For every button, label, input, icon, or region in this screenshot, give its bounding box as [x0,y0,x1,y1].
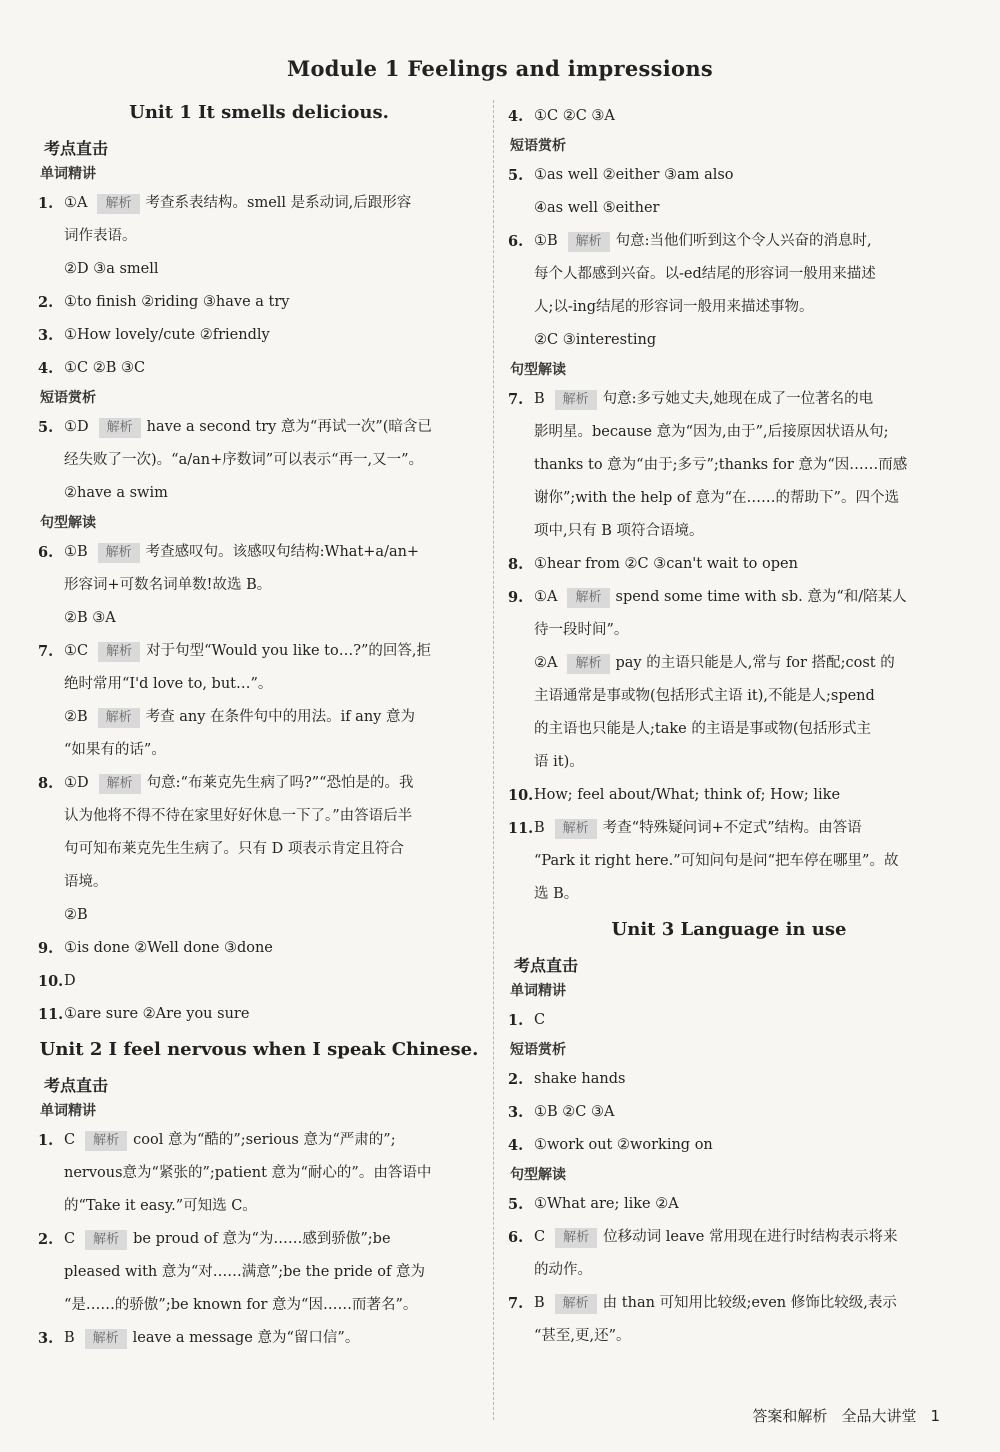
answer-item: 4. ①C ②C ③A [508,108,615,125]
answer-item: 5. ①D 解析 have a second try 意为“再试一次”(暗含已 [38,419,432,436]
page-footer [738,1405,940,1426]
page-number: 1 [930,1407,940,1425]
answer-item: 7. ①C 解析 对于句型“Would you like to…?”的回答,拒 [38,643,432,660]
analysis-tag: 解析 [98,543,140,563]
section-heading: 考点直击 [44,139,109,158]
answer-item: 7. B 解析 句意:多亏她丈夫,她现在成了一位著名的电 [508,391,874,408]
answer-item: 1. ①A 解析 考查系表结构。smell 是系动词,后跟形容 [38,195,412,212]
analysis-tag: 解析 [85,1131,127,1151]
answer-item: 10. D [38,973,76,990]
analysis-tag: 解析 [85,1230,127,1250]
analysis-tag: 解析 [555,819,597,839]
analysis-tag: 解析 [555,1228,597,1248]
analysis-tag: 解析 [99,418,141,438]
subsection-sentence: 句型解读 [510,362,566,378]
section-heading: 考点直击 [514,956,579,975]
answer-item: 1. C 解析 cool 意为“酷的”;serious 意为“严肃的”; [38,1132,396,1149]
analysis-tag: 解析 [98,708,140,728]
answer-item: 9. ①is done ②Well done ③done [38,940,273,957]
module-title: Module 1 Feelings and impressions [286,56,714,81]
analysis-tag: 解析 [568,232,610,252]
subsection-phrase: 短语赏析 [510,1042,566,1058]
left-column: Unit 1 It smells delicious. 考点直击 单词精讲 1. ①A 解析 考查系表结构。smell 是系动词,后跟形容 词作表语。 ②D ③a smell 2. ①to finish ②riding ③have a try 3. ①How lovely/cute ②friendly 4. ①C ②B ③C 短语赏析 5. ①D 解析 have a second try 意为“再试一次”(暗含已 经失败了一次)。“a/an+序数词”可以表示“再一,又一”。 ②have a swim 句型解读 6. ①B 解析 考查感叹句。该感叹句结构:What+a/an+ 形容词+可数名词单数!故选 B。 ②B ③A 7. ①C 解析 对于句型“Would you like to…?”的回答,拒 绝时常用“I'd love to, but…”。 ②B 解析 考查 any 在条件句中的用法。if any 意为 “如果有的话”。 8. ①D 解析 句意:“布莱克先生病了吗?”“恐怕是的。我 认为他将不得不待在家里好好休息一下了。”由答语后半 句可知布莱克先生生病了。只有 D 项表示肯定且符合 语境。 ②B 9. ①is done ②Well done ③done 10. D 11. ①are sure ②Are you sure Unit 2 I feel nervous when I speak Chinese. 考点直击 单词精讲 1. C 解析 cool 意为“酷的”;serious 意为“严肃的”; nervous意为“紧张的”;patient 意为“耐心的”。由答语中 的“Take it easy.”可知选 C。 2. C 解析 be proud of 意为“为……感到骄傲”;be pleased with 意为“对……满意”;be the pride of 意为 “是……的骄傲”;be known for 意为“因……而著名”。 3. B 解析 leave a message 意为“留口信”。 [38,100,480,1355]
answer-item: 3. ①How lovely/cute ②friendly [38,327,270,344]
subsection-word: 单词精讲 [40,166,96,182]
analysis-tag: 解析 [567,588,609,608]
answer-item: 11. ①are sure ②Are you sure [38,1006,250,1023]
analysis-tag: 解析 [99,774,141,794]
analysis-tag: 解析 [85,1329,127,1349]
answer-item: 2. C 解析 be proud of 意为“为……感到骄傲”;be [38,1231,391,1248]
analysis-tag: 解析 [555,390,597,410]
answer-item: 9. ①A 解析 spend some time with sb. 意为“和/陪某人 [508,589,907,606]
answer-item: 8. ①D 解析 句意:“布莱克先生病了吗?”“恐怕是的。我 [38,775,414,792]
subsection-word: 单词精讲 [40,1103,96,1119]
footer-label: 答案和解析 [752,1407,828,1425]
answer-item: 2. shake hands [508,1071,626,1088]
analysis-tag: 解析 [98,642,140,662]
column-divider [493,100,494,1420]
subsection-phrase: 短语赏析 [510,138,566,154]
analysis-tag: 解析 [97,194,139,214]
answer-item: 2. ①to finish ②riding ③have a try [38,294,290,311]
answer-item: 4. ①work out ②working on [508,1137,713,1154]
unit2-title: Unit 2 I feel nervous when I speak Chinese. [39,1039,479,1060]
subsection-word: 单词精讲 [510,983,566,999]
answer-item: 6. ①B 解析 考查感叹句。该感叹句结构:What+a/an+ [38,544,420,561]
section-heading: 考点直击 [44,1076,109,1095]
answer-item: 10. How; feel about/What; think of; How; like [508,787,841,804]
answer-item: 6. C 解析 位移动词 leave 常用现在进行时结构表示将来 [508,1229,898,1246]
answer-item: 6. ①B 解析 句意:当他们听到这个令人兴奋的消息时, [508,233,872,250]
answer-item: 11. B 解析 考查“特殊疑问词+不定式”结构。由答语 [508,820,862,837]
unit1-title: Unit 1 It smells delicious. [129,102,389,123]
answer-item: 4. ①C ②B ③C [38,360,146,377]
subsection-sentence: 句型解读 [510,1167,566,1183]
unit3-title: Unit 3 Language in use [611,919,847,940]
answer-item: 5. ①as well ②either ③am also [508,167,734,184]
analysis-tag: 解析 [555,1294,597,1314]
answer-item: 7. B 解析 由 than 可知用比较级;even 修饰比较级,表示 [508,1295,897,1312]
answer-item: 3. B 解析 leave a message 意为“留口信”。 [38,1330,360,1347]
answer-item: 8. ①hear from ②C ③can't wait to open [508,556,798,573]
footer-brand: 全品大讲堂 [841,1407,917,1425]
answer-item: 1. C [508,1012,546,1029]
right-column: 4. ①C ②C ③A 短语赏析 5. ①as well ②either ③am also ④as well ⑤either 6. ①B 解析 句意:当他们听到这个令人兴奋的消息时, 每个人都感到兴奋。以-ed结尾的形容词一般用来描述 人;以-ing结尾的形容词一般用来描述事物。 ②C ③interesting 句型解读 7. B 解析 句意:多亏她丈夫,她现在成了一位著名的电 影明星。because 意为“因为,由于”,后接原因状语从句; thanks to 意为“由于;多亏”;thanks for 意为“因……而感 谢你”;with the help of 意为“在……的帮助下”。四个选 项中,只有 B 项符合语境。 8. ①hear from ②C ③can't wait to open 9. ①A 解析 spend some time with sb. 意为“和/陪某人 待一段时间”。 ②A 解析 pay 的主语只能是人,常与 for 搭配;cost 的 主语通常是事或物(包括形式主语 it),不能是人;spend 的主语也只能是人;take 的主语是事或物(包括形式主 语 it)。 10. How; feel about/What; think of; How; like 11. B 解析 考查“特殊疑问词+不定式”结构。由答语 “Park it right here.”可知问句是问“把车停在哪里”。故 选 B。 Unit 3 Language in use 考点直击 单词精讲 1. C 短语赏析 2. shake hands 3. ①B ②C ③A 4. ①work out ②working on 句型解读 5. ①What are; like ②A 6. C 解析 位移动词 leave 常用现在进行时结构表示将来 的动作。 7. B 解析 由 than 可知用比较级;even 修饰比较级,表示 “甚至,更,还”。 [508,100,950,1353]
answer-item: 3. ①B ②C ③A [508,1104,615,1121]
subsection-sentence: 句型解读 [40,515,96,531]
answer-item: 5. ①What are; like ②A [508,1196,679,1213]
subsection-phrase: 短语赏析 [40,390,96,406]
analysis-tag: 解析 [567,654,609,674]
